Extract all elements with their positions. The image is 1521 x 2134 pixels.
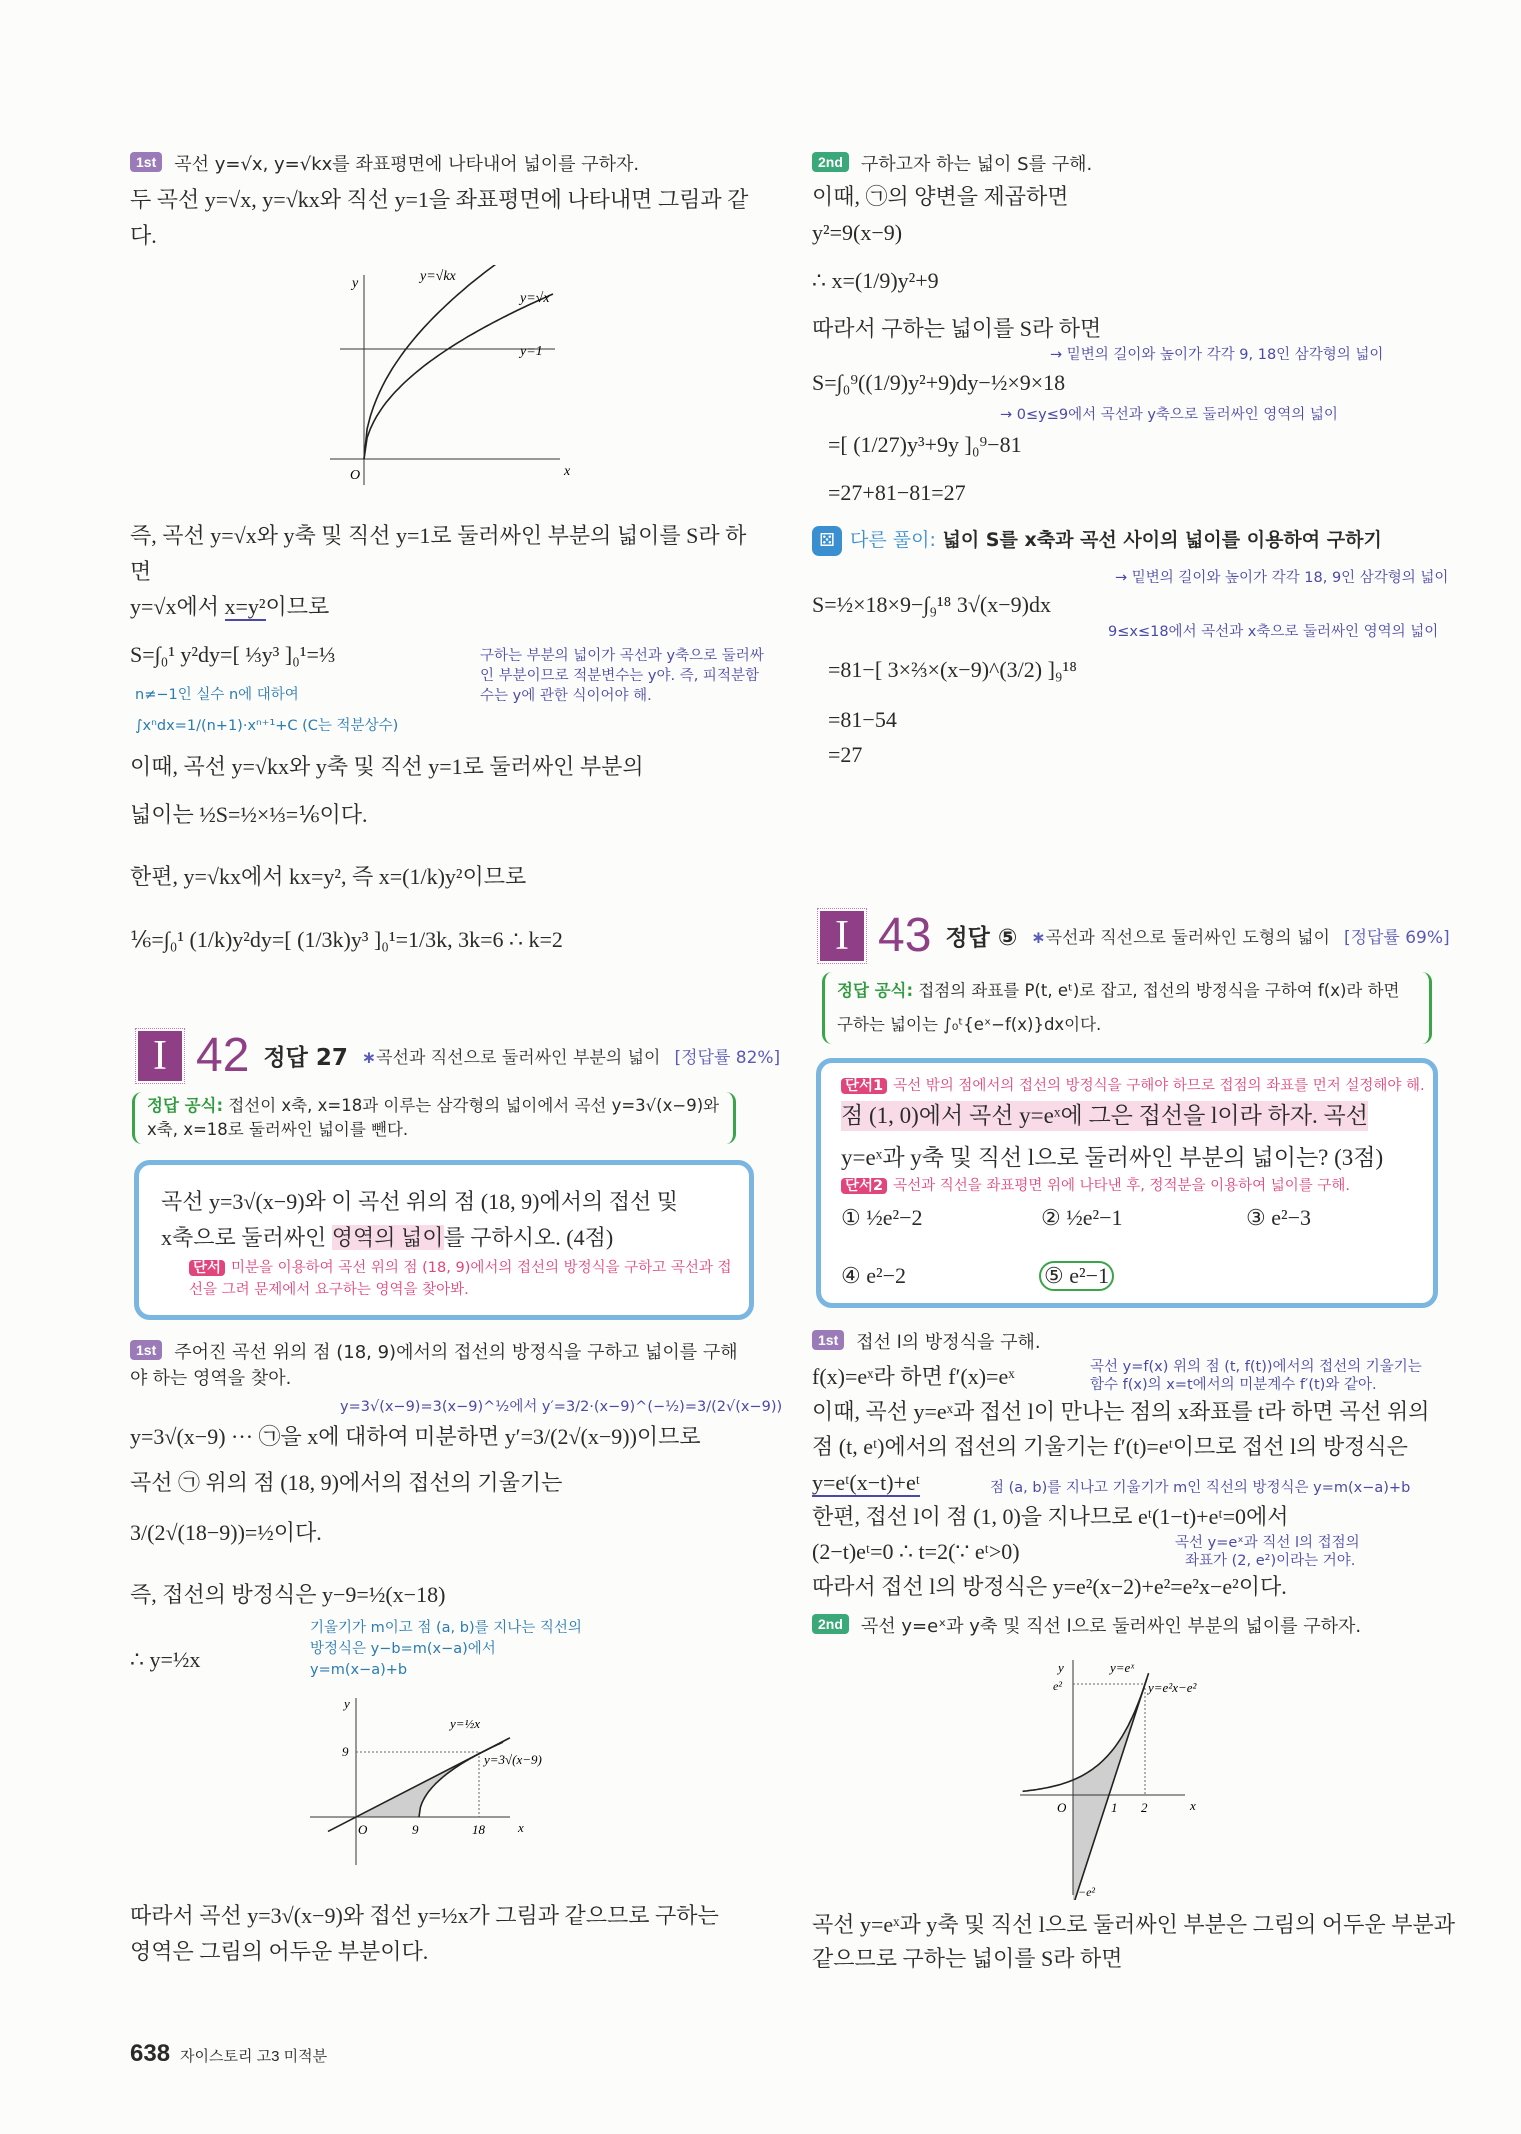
annotation: 방정식은 y−b=m(x−a)에서 bbox=[310, 1641, 496, 1657]
axis-label: x bbox=[518, 1820, 524, 1835]
book-title: 자이스토리 고3 미적분 bbox=[180, 2048, 328, 2065]
annotation: → 밑변의 길이와 높이가 각각 18, 9인 삼각형의 넓이 bbox=[1115, 570, 1449, 586]
math-line: y=3√(x−9) ··· ㉠을 x에 대하여 미분하면 y′=3/(2√(x−9))이므로 bbox=[130, 1424, 701, 1449]
formula-label: 정답 공식: bbox=[147, 1096, 224, 1115]
correct-rate: [정답률 82%] bbox=[674, 1048, 781, 1068]
step-1st-heading bbox=[812, 1326, 1041, 1358]
graph-exp-tangent bbox=[1000, 1650, 1280, 1900]
answer: 정답 27 bbox=[263, 1045, 348, 1071]
annotation-text: 밑변의 길이와 높이가 각각 18, 9인 삼각형의 넓이 bbox=[1131, 570, 1449, 586]
axis-label: x bbox=[1190, 1798, 1196, 1813]
step-1st-heading bbox=[130, 1340, 755, 1392]
math-line: f(x)=eˣ라 하면 f′(x)=eˣ bbox=[812, 1364, 1015, 1389]
tick-label: −e² bbox=[1078, 1885, 1096, 1899]
step-badge: 2nd bbox=[812, 1614, 849, 1634]
math-line: =27+81−81=27 bbox=[828, 480, 966, 505]
underlined-math: y=eᵗ(x−t)+eᵗ bbox=[812, 1470, 920, 1495]
text-line: 이때, 곡선 y=eˣ과 접선 l이 만나는 점의 x좌표를 t라 하면 곡선 위의 bbox=[812, 1399, 1430, 1424]
underlined-text: x=y² bbox=[224, 594, 266, 619]
text: x축으로 둘러싸인 bbox=[161, 1225, 332, 1250]
annotation: 점 (a, b)를 지나고 기울기가 m인 직선의 방정식은 y=m(x−a)+b bbox=[990, 1480, 1411, 1496]
annotation: y=3√(x−9)=3(x−9)^½에서 y′=3/2·(x−9)^(−½)=3/(2√(x−9)) bbox=[340, 1399, 783, 1415]
annotation: 구하는 부분의 넓이가 곡선과 y축으로 둘러싸인 부분이므로 적분변수는 y야. 즉, 피적분함수는 y에 관한 식이어야 해. bbox=[480, 648, 764, 704]
choice-5-selected[interactable]: ⑤ e²−1 bbox=[1041, 1263, 1112, 1289]
annotation: 함수 f(x)의 x=t에서의 미분계수 f′(t)와 같아. bbox=[1090, 1377, 1377, 1393]
correct-rate: [정답률 69%] bbox=[1343, 928, 1450, 948]
step-title: 하는 영역을 찾아. bbox=[152, 1368, 292, 1389]
hint-tag: 단서 bbox=[189, 1260, 225, 1276]
text-line: 한편, y=√kx에서 kx=y², 즉 x=(1/k)y²이므로 bbox=[130, 864, 527, 889]
tick-label: 9 bbox=[412, 1822, 419, 1837]
curve-label: y=√kx bbox=[420, 269, 456, 284]
curve-label: y=½x bbox=[450, 1716, 481, 1731]
curve-sqrt-x bbox=[364, 294, 553, 459]
answer-formula bbox=[132, 1092, 736, 1144]
math-line: ∴ y=½x bbox=[130, 1647, 201, 1672]
step-title: 접선 l의 방정식을 구해. bbox=[856, 1332, 1041, 1353]
problem-text: y=eˣ과 y축 및 직선 l으로 둘러싸인 부분의 넓이는? (3점) bbox=[841, 1145, 1384, 1170]
tick-label: 2 bbox=[1141, 1800, 1148, 1815]
axis-label: x bbox=[564, 464, 571, 479]
choice-2[interactable]: ② ½e²−1 bbox=[1041, 1205, 1123, 1230]
text-line: 이때, 곡선 y=√kx와 y축 및 직선 y=1로 둘러싸인 부분의 bbox=[130, 754, 644, 779]
math-line: 3/(2√(18−9))=½이다. bbox=[130, 1520, 322, 1545]
tick-label: 1 bbox=[1111, 1800, 1118, 1815]
annotation: 기울기가 m이고 점 (a, b)를 지나는 직선의 bbox=[310, 1620, 582, 1636]
step-badge: 2nd bbox=[812, 152, 849, 172]
curve-label: y=3√(x−9) bbox=[484, 1752, 542, 1767]
formula-label: 정답 공식: bbox=[837, 981, 914, 1000]
annotation: n≠−1인 실수 n에 대하여 bbox=[135, 687, 299, 703]
problem-text: 점 (1, 0)에서 곡선 y=eˣ에 그은 접선을 l이라 하자. 곡선 bbox=[841, 1101, 1368, 1131]
hint-text: 미분을 이용하여 곡선 위의 점 (18, 9)에서의 접선의 방정식을 구하고 곡선과 접선을 그려 문제에서 요구하는 영역을 찾아봐. bbox=[189, 1260, 732, 1298]
curve-label: y=e²x−e² bbox=[1148, 1680, 1197, 1695]
text-line: 따라서 곡선 y=3√(x−9)와 접선 y=½x가 그림과 같으므로 구하는 bbox=[130, 1903, 719, 1928]
axis-label: y bbox=[352, 276, 359, 291]
curve-label: y=eˣ bbox=[1110, 1660, 1134, 1675]
step-badge: 1st bbox=[812, 1330, 844, 1350]
alt-title: 넓이 S를 x축과 곡선 사이의 넓이를 이용하여 구하기 bbox=[942, 529, 1382, 551]
chapter-badge: I bbox=[138, 1031, 182, 1081]
formula-text: 접선이 x축, x=18과 이루는 삼각형의 넓이에서 곡선 y=3√(x−9)와 x축, x=18로 둘러싸인 넓이를 뺀다. bbox=[147, 1096, 720, 1139]
math-line: =81−54 bbox=[828, 707, 897, 732]
text-line: 따라서 구하는 넓이를 S라 하면 bbox=[812, 316, 1102, 341]
hint-tag: 단서2 bbox=[841, 1178, 887, 1194]
answer: 정답 ⑤ bbox=[945, 925, 1018, 951]
annotation-text: 0≤y≤9에서 곡선과 y축으로 둘러싸인 영역의 넓이 bbox=[1016, 407, 1338, 423]
answer-formula bbox=[822, 972, 1432, 1044]
math-line: 즉, 접선의 방정식은 y−9=½(x−18) bbox=[130, 1582, 446, 1607]
text-line bbox=[130, 592, 329, 622]
step-2nd-heading bbox=[812, 148, 1092, 180]
graph-sqrt-curves bbox=[320, 265, 600, 490]
hint-1 bbox=[841, 1075, 1425, 1097]
highlight: 영역의 넓이 bbox=[331, 1225, 444, 1250]
annotation: 9≤x≤18에서 곡선과 x축으로 둘러싸인 영역의 넓이 bbox=[1108, 624, 1439, 640]
dice-icon: ⚄ bbox=[812, 526, 842, 556]
math-line: =81−[ 3×⅔×(x−9)^(3/2) ]₉¹⁸ bbox=[828, 657, 1077, 682]
page-number: 638 bbox=[130, 2040, 171, 2067]
math-line: =27 bbox=[828, 742, 863, 767]
topic-text: 곡선과 직선으로 둘러싸인 도형의 넓이 bbox=[1045, 928, 1330, 948]
formula-text: 구하는 넓이는 ∫₀ᵗ{eˣ−f(x)}dx이다. bbox=[837, 1015, 1102, 1034]
tick-label: 18 bbox=[472, 1822, 485, 1837]
alt-label: 다른 풀이: bbox=[850, 529, 936, 551]
hint-2 bbox=[841, 1175, 1350, 1197]
step-title: 곡선 y=eˣ과 y축 및 직선 l으로 둘러싸인 부분의 넓이를 구하자. bbox=[860, 1616, 1362, 1637]
chapter-badge: I bbox=[820, 911, 864, 961]
text-line: 따라서 접선 l의 방정식은 y=e²(x−2)+e²=e²x−e²이다. bbox=[812, 1574, 1287, 1599]
annotation: 곡선 y=f(x) 위의 점 (t, f(t))에서의 접선의 기울기는 bbox=[1090, 1359, 1422, 1375]
hint-text: 곡선과 직선을 좌표평면 위에 나타낸 후, 정적분을 이용하여 넓이를 구해. bbox=[893, 1178, 1351, 1194]
annotation: → 0≤y≤9에서 곡선과 y축으로 둘러싸인 영역의 넓이 bbox=[1000, 407, 1338, 423]
annotation: y=m(x−a)+b bbox=[310, 1662, 408, 1678]
math-line: ⅙=∫₀¹ (1/k)y²dy=[ (1/3k)y³ ]₀¹=1/3k, 3k=6 ∴ k=2 bbox=[130, 927, 563, 952]
topic: ∗곡선과 직선으로 둘러싸인 도형의 넓이 bbox=[1031, 928, 1330, 948]
problem-box bbox=[816, 1058, 1438, 1308]
step-title: 주어진 곡선 위의 점 (18, 9)에서의 접선의 방정식을 구하고 넓이를 구해야 bbox=[130, 1342, 738, 1389]
annotation: → 밑변의 길이와 높이가 각각 9, 18인 삼각형의 넓이 bbox=[1050, 347, 1384, 363]
question-43-header bbox=[820, 908, 1450, 963]
text-line: 점 (t, eᵗ)에서의 접선의 기울기는 f′(t)=eᵗ이므로 접선 l의 방정식은 bbox=[812, 1434, 1408, 1459]
annotation: 좌표가 (2, e²)이라는 거야. bbox=[1185, 1553, 1356, 1569]
math-line: =[ (1/27)y³+9y ]₀⁹−81 bbox=[828, 432, 1022, 457]
text-line: 이때, ㉠의 양변을 제곱하면 bbox=[812, 184, 1069, 209]
text-paragraph bbox=[130, 518, 755, 590]
text-line: 즉, 곡선 y=√x와 y축 및 직선 y=1로 둘러싸인 부분의 넓이를 S라 하 bbox=[130, 523, 747, 548]
text: y=√x에서 bbox=[130, 594, 225, 619]
step-2nd-heading bbox=[812, 1610, 1361, 1642]
tick-label: e² bbox=[1053, 1679, 1062, 1693]
math-line: ∴ x=(1/9)y²+9 bbox=[812, 268, 939, 293]
text-paragraph bbox=[130, 1898, 755, 1970]
tick-label: 9 bbox=[342, 1744, 349, 1759]
alternative-solution-heading bbox=[812, 525, 1382, 556]
text-line: 넓이는 ½S=½×⅓=⅙이다. bbox=[130, 802, 368, 827]
text: 이므로 bbox=[265, 594, 330, 619]
text-line: 면 bbox=[130, 559, 152, 584]
hint bbox=[189, 1257, 734, 1301]
step-title: 곡선 y=√x, y=√kx를 좌표평면에 나타내어 넓이를 구하자. bbox=[174, 154, 640, 175]
problem-text bbox=[161, 1223, 613, 1253]
origin-label: O bbox=[358, 1822, 368, 1837]
annotation-text: 밑변의 길이와 높이가 각각 9, 18인 삼각형의 넓이 bbox=[1066, 347, 1384, 363]
math-line: S=∫₀¹ y²dy=[ ⅓y³ ]₀¹=⅓ bbox=[130, 642, 336, 667]
question-number: 42 bbox=[196, 1029, 250, 1082]
graph-tangent-line bbox=[300, 1690, 600, 1870]
step-1st-heading bbox=[130, 148, 639, 180]
question-42-header bbox=[138, 1028, 780, 1083]
hint-tag: 단서1 bbox=[841, 1078, 887, 1094]
axis-label: y bbox=[1058, 1660, 1064, 1675]
math-line: y²=9(x−9) bbox=[812, 220, 903, 245]
problem-text: 곡선 y=3√(x−9)와 이 곡선 위의 점 (18, 9)에서의 접선 및 bbox=[161, 1189, 678, 1214]
math-line: S=½×18×9−∫₉¹⁸ 3√(x−9)dx bbox=[812, 592, 1051, 617]
text-line: 한편, 접선 l이 점 (1, 0)을 지나므로 eᵗ(1−t)+eᵗ=0에서 bbox=[812, 1504, 1289, 1529]
text-line: 같다. bbox=[130, 187, 749, 248]
annotation: 곡선 y=eˣ과 직선 l의 접점의 bbox=[1175, 1535, 1360, 1551]
curve-label: y=√x bbox=[520, 291, 550, 306]
axis-label: y bbox=[344, 1696, 350, 1711]
step-title: 구하고자 하는 넓이 S를 구해. bbox=[860, 154, 1093, 175]
topic-text: 곡선과 직선으로 둘러싸인 부분의 넓이 bbox=[376, 1048, 661, 1068]
question-number: 43 bbox=[878, 909, 932, 962]
hint-text: 곡선 밖의 점에서의 접선의 방정식을 구해야 하므로 접점의 좌표를 먼저 설정해야 해. bbox=[893, 1078, 1425, 1094]
text-paragraph bbox=[130, 182, 755, 254]
choice-4[interactable]: ④ e²−2 bbox=[841, 1263, 906, 1288]
text-line: 곡선 y=eˣ과 y축 및 직선 l으로 둘러싸인 부분은 그림의 어두운 부분과 bbox=[812, 1912, 1455, 1937]
curve-label: y=1 bbox=[520, 344, 543, 359]
step-badge: 1st bbox=[130, 152, 162, 172]
choice-1[interactable]: ① ½e²−2 bbox=[841, 1205, 923, 1230]
origin-label: O bbox=[350, 468, 361, 483]
step-badge: 1st bbox=[130, 1340, 162, 1360]
text-line: 곡선 ㉠ 위의 점 (18, 9)에서의 접선의 기울기는 bbox=[130, 1470, 563, 1495]
topic: ∗곡선과 직선으로 둘러싸인 부분의 넓이 bbox=[361, 1048, 661, 1068]
formula-text: 접점의 좌표를 P(t, eᵗ)로 잡고, 접선의 방정식을 구하여 f(x)라 하면 bbox=[918, 981, 1400, 1000]
math-line: (2−t)eᵗ=0 ∴ t=2(∵ eᵗ>0) bbox=[812, 1539, 1020, 1564]
problem-box bbox=[134, 1160, 754, 1320]
text-line: 같으므로 구하는 넓이를 S라 하면 bbox=[812, 1946, 1123, 1971]
text-line: 영역은 그림의 어두운 부분이다. bbox=[130, 1939, 429, 1964]
choice-3[interactable]: ③ e²−3 bbox=[1246, 1205, 1311, 1230]
page-footer bbox=[130, 2040, 327, 2068]
text-line: 두 곡선 y=√x, y=√kx와 직선 y=1을 좌표평면에 나타내면 그림과 bbox=[130, 187, 722, 212]
origin-label: O bbox=[1057, 1800, 1067, 1815]
text: 를 구하시오. (4점) bbox=[443, 1225, 614, 1250]
math-line: S=∫₀⁹((1/9)y²+9)dy−½×9×18 bbox=[812, 370, 1066, 395]
annotation: ∫xⁿdx=1/(n+1)·xⁿ⁺¹+C (C는 적분상수) bbox=[135, 718, 399, 734]
